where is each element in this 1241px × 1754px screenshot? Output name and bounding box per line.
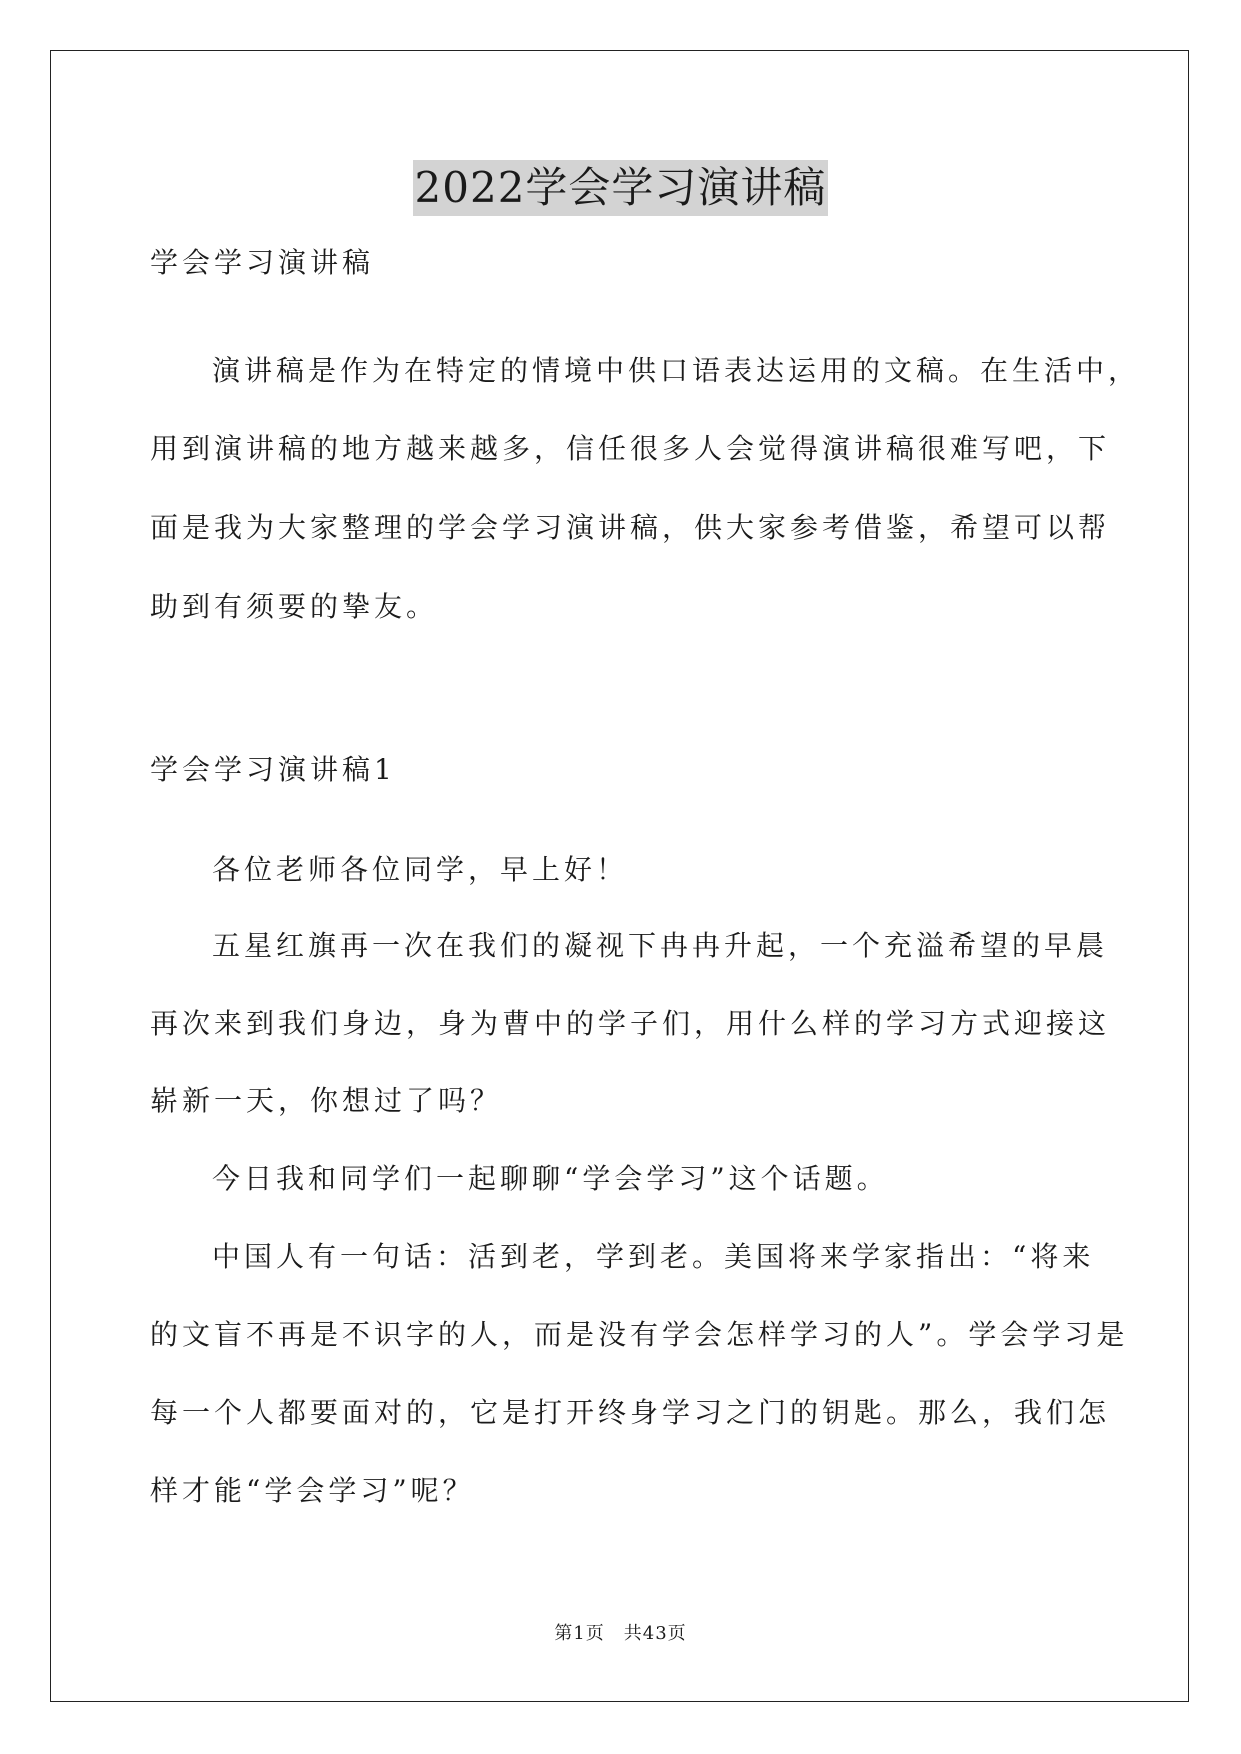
- text-line: 学会学习演讲稿1: [150, 753, 396, 786]
- text-line: 面是我为大家整理的学会学习演讲稿，供大家参考借鉴，希望可以帮: [150, 511, 1111, 544]
- text-line: 崭新一天，你想过了吗？: [150, 1084, 503, 1117]
- text-line: 演讲稿是作为在特定的情境中供口语表达运用的文稿。在生活中，: [212, 354, 1141, 387]
- title-container: [0, 160, 1241, 216]
- text-line: 每一个人都要面对的，它是打开终身学习之门的钥匙。那么，我们怎: [150, 1396, 1111, 1429]
- text-line: 今日我和同学们一起聊聊“学会学习”这个话题。: [212, 1162, 889, 1195]
- text-line: 的文盲不再是不识字的人，而是没有学会怎样学习的人”。学会学习是: [150, 1318, 1129, 1351]
- document-title: 2022学会学习演讲稿: [413, 160, 829, 216]
- text-line: 样才能“学会学习”呢？: [150, 1474, 475, 1507]
- page-footer: 第1页 共43页: [554, 1623, 687, 1644]
- text-line: 五星红旗再一次在我们的凝视下冉冉升起，一个充溢希望的早晨: [212, 929, 1109, 962]
- text-line: 中国人有一句话：活到老，学到老。美国将来学家指出：“将来: [212, 1240, 1095, 1273]
- text-line: 再次来到我们身边，身为曹中的学子们，用什么样的学习方式迎接这: [150, 1007, 1111, 1040]
- text-line: 各位老师各位同学，早上好！: [212, 853, 629, 886]
- text-line: 学会学习演讲稿: [150, 246, 375, 279]
- text-line: 助到有须要的挚友。: [150, 590, 439, 623]
- text-line: 用到演讲稿的地方越来越多，信任很多人会觉得演讲稿很难写吧，下: [150, 432, 1111, 465]
